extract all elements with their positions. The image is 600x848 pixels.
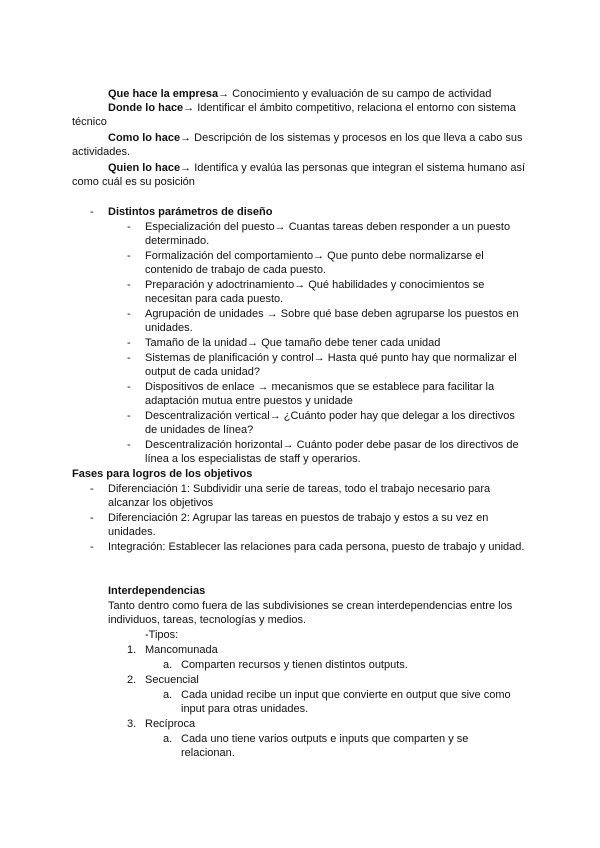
- intro-text: → Identificar el ámbito competitivo, relaciona el entorno con sistema técnico: [72, 102, 516, 129]
- bullet-marker: -: [127, 221, 131, 233]
- bullet-marker: -: [127, 308, 131, 320]
- parametros-heading: Distintos parámetros de diseño: [108, 206, 273, 218]
- list-item: Especialización del puesto→ Cuantas tareas deben responder a un puesto determinado.: [145, 221, 511, 248]
- bullet-marker: -: [90, 512, 94, 524]
- list-item: Dispositivos de enlace → mecanismos que se establece para facilitar la adaptación mutua entre puestos y unidade: [145, 381, 495, 408]
- list-number: 1.: [127, 644, 137, 656]
- intro-paragraph-how: [72, 131, 532, 160]
- intro-text: → Identifica y evalúa las personas que integran el sistema humano así como cuál es su posición: [72, 162, 526, 189]
- intro-paragraph-what: [72, 87, 532, 101]
- bullet-marker: -: [90, 541, 94, 553]
- tipos-label: -Tipos:: [145, 629, 179, 641]
- list-item: Diferenciación 2: Agrupar las tareas en puestos de trabajo y estos a su vez en unidades.: [108, 512, 489, 539]
- bullet-marker: -: [127, 279, 131, 291]
- bullet-marker: -: [127, 439, 131, 451]
- intro-paragraph-who: [72, 161, 532, 190]
- interdependencias-heading: Interdependencias: [108, 585, 206, 597]
- bullet-marker: -: [127, 381, 131, 393]
- bullet-marker: -: [127, 352, 131, 364]
- tipo-name: Recíproca: [145, 718, 196, 730]
- tipo-desc: Comparten recursos y tienen distintos outputs.: [181, 659, 408, 671]
- tipo-desc: Cada unidad recibe un input que convierte en output que sive como input para otras unidades.: [181, 689, 511, 716]
- intro-label: Como lo hace: [108, 132, 181, 144]
- list-item: Integración: Establecer las relaciones para cada persona, puesto de trabajo y unidad.: [108, 541, 525, 553]
- list-item: Descentralización horizontal→ Cuánto poder debe pasar de los directivos de línea a los especialistas de staff y operarios.: [145, 439, 519, 466]
- list-item: Formalización del comportamiento→ Que punto debe normalizarse el contenido de trabajo de cada puesto.: [145, 250, 484, 277]
- bullet-marker: -: [127, 410, 131, 422]
- list-item: Tamaño de la unidad→ Que tamaño debe tener cada unidad: [145, 337, 441, 349]
- intro-label: Donde lo hace: [108, 102, 184, 114]
- intro-label: Que hace la empresa: [108, 88, 219, 100]
- list-number: 3.: [127, 718, 137, 730]
- list-item: Sistemas de planificación y control→ Hasta qué punto hay que normalizar el output de cada unidad?: [145, 352, 517, 379]
- sub-marker: a.: [163, 733, 173, 745]
- sub-marker: a.: [163, 659, 173, 671]
- sub-marker: a.: [163, 689, 173, 701]
- intro-paragraph-where: [72, 101, 532, 130]
- tipo-name: Secuencial: [145, 674, 199, 686]
- list-item: Diferenciación 1: Subdividir una serie de tareas, todo el trabajo necesario para alcanzar los objetivos: [108, 483, 491, 510]
- interdependencias-text: Tanto dentro como fuera de las subdivisiones se crean interdependencias entre los individuos, tareas, tecnologías y medios.: [108, 600, 513, 627]
- intro-text: → Conocimiento y evaluación de su campo de actividad: [218, 88, 492, 100]
- bullet-marker: -: [127, 337, 131, 349]
- bullet-marker: -: [90, 206, 94, 218]
- fases-heading: Fases para logros de los objetivos: [72, 468, 253, 480]
- tipo-desc: Cada uno tiene varios outputs e inputs que comparten y se relacionan.: [181, 733, 469, 760]
- list-item: Agrupación de unidades → Sobre qué base deben agruparse los puestos en unidades.: [145, 308, 519, 335]
- list-number: 2.: [127, 674, 137, 686]
- tipo-name: Mancomunada: [145, 644, 218, 656]
- bullet-marker: -: [90, 483, 94, 495]
- list-item: Descentralización vertical→ ¿Cuánto poder hay que delegar a los directivos de unidades de línea?: [145, 410, 515, 437]
- bullet-marker: -: [127, 250, 131, 262]
- list-item: Preparación y adoctrinamiento→ Qué habilidades y conocimientos se necesitan para cada puesto.: [145, 279, 485, 306]
- intro-text: → Descripción de los sistemas y procesos en los que lleva a cabo sus actividades.: [72, 132, 523, 159]
- intro-label: Quien lo hace: [108, 162, 181, 174]
